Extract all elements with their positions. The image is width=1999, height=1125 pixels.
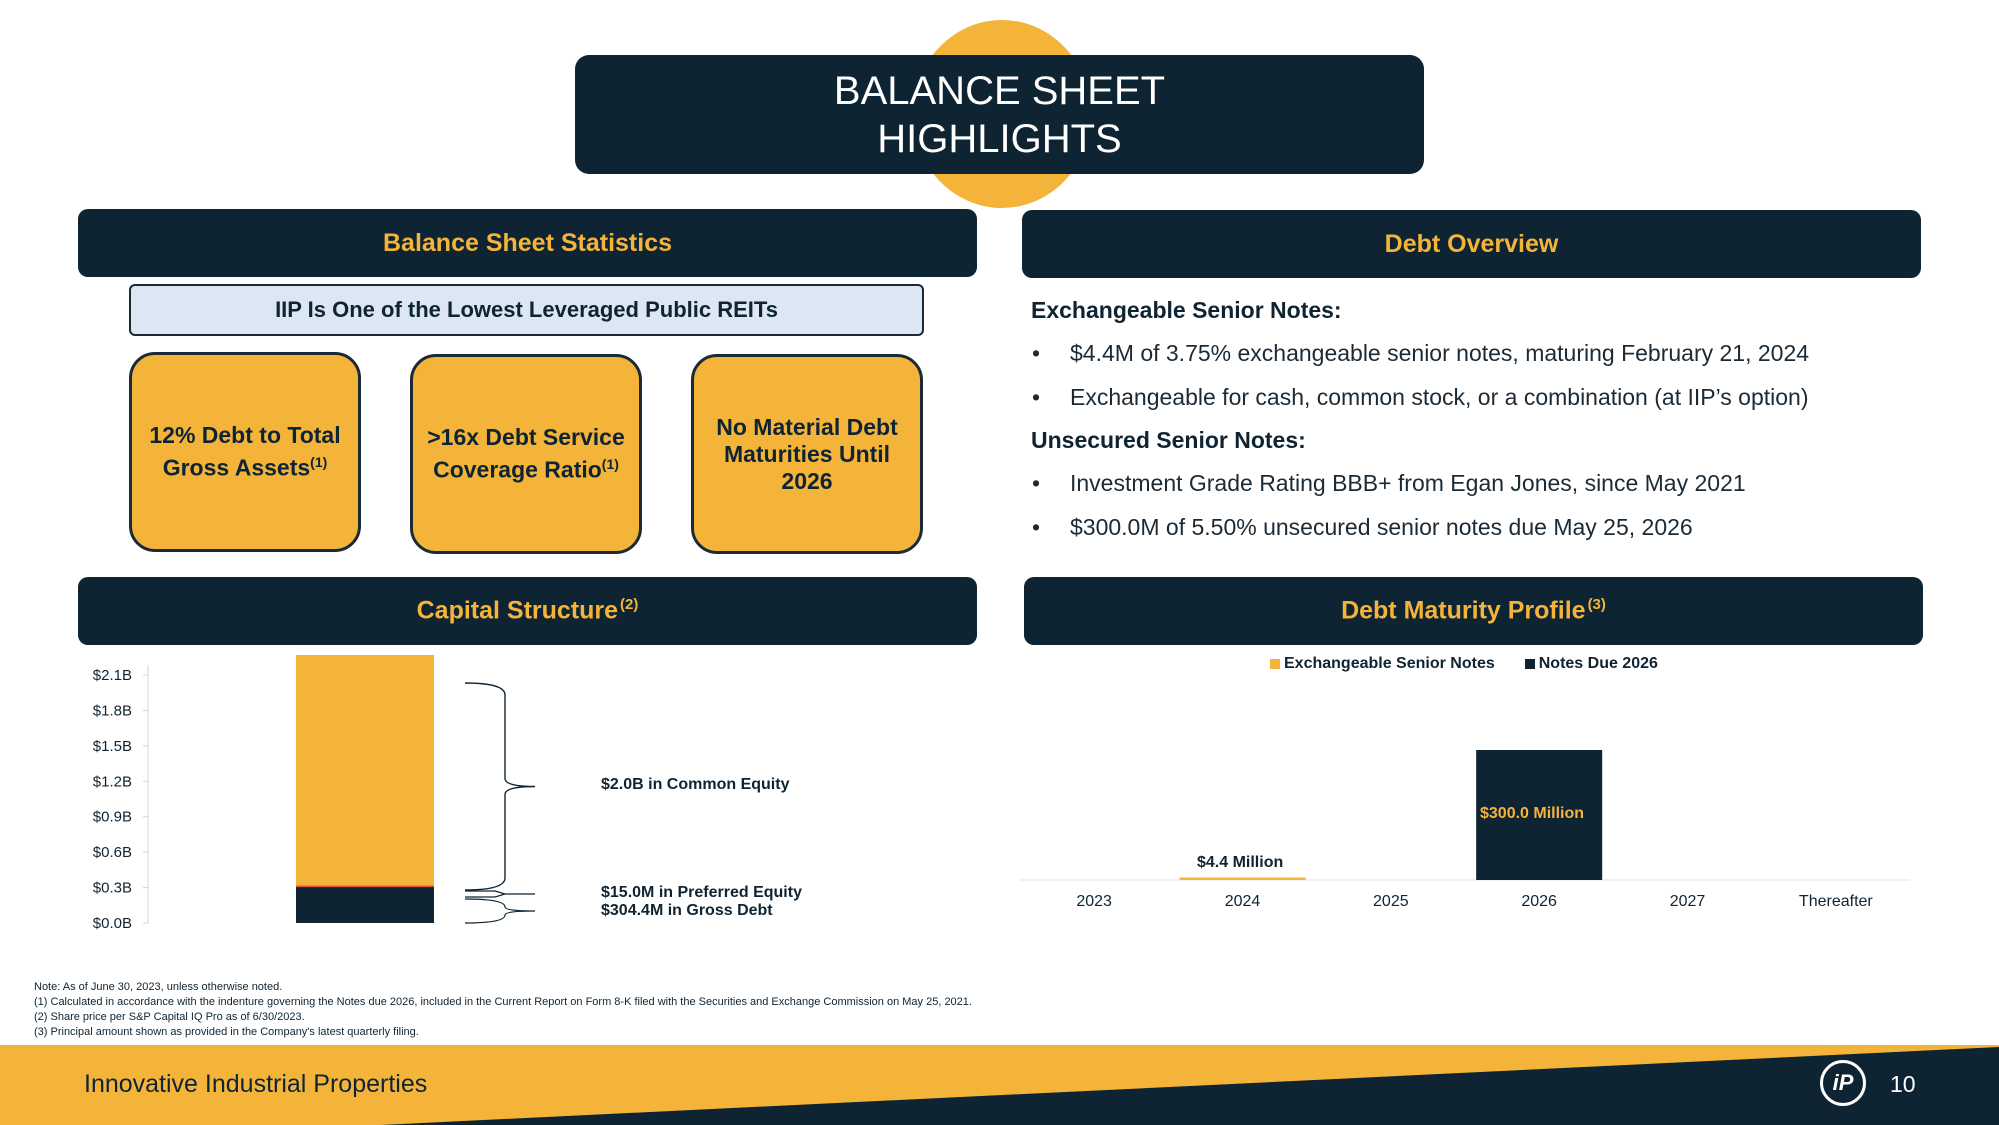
x-tick-label: 2024 [1224, 893, 1261, 910]
debt-overview-header [1022, 210, 1921, 278]
bar-2024-value-label: $4.4 Million [1197, 854, 1284, 871]
x-tick-label: 2027 [1669, 893, 1706, 910]
bar-segment-common-equity [296, 655, 434, 885]
footer-company-name: Innovative Industrial Properties [84, 1070, 428, 1098]
footnote-line: (2) Share price per S&P Capital IQ Pro as of 6/30/2023. [34, 1011, 305, 1023]
debt-maturity-header-label: Debt Maturity Profile [1341, 596, 1586, 625]
y-tick-label: $0.9B [92, 808, 132, 826]
debt-maturity-header-text [1341, 596, 1606, 625]
page-title [575, 55, 1424, 174]
bullet-text: Exchangeable for cash, common stock, or a combination (at IIP’s option) [1070, 384, 1809, 410]
bullet-dot: • [1032, 340, 1041, 366]
y-tick-label: $1.8B [92, 702, 132, 720]
footnote-line: (1) Calculated in accordance with the indenture governing the Notes due 2026, included in the Current Report on Form 8-K filed with the Securities and Exchange Commission on May 25, 2021. [34, 996, 972, 1008]
stat-coverage-ratio-label: >16x Debt Service Coverage Ratio [427, 424, 625, 483]
capital-structure-header [78, 577, 977, 645]
footnote-ref-1: (1) [310, 454, 328, 471]
legend-swatch-exchangeable [1270, 659, 1280, 669]
lowest-leverage-banner-label: IIP Is One of the Lowest Leveraged Public REITs [275, 297, 778, 322]
preferred-equity-label: $15.0M in Preferred Equity [601, 884, 802, 901]
debt-maturity-header [1024, 577, 1923, 645]
legend-item-exchangeable [1270, 655, 1495, 673]
bullet-text: Investment Grade Rating BBB+ from Egan Jones, since May 2021 [1070, 470, 1746, 496]
stat-debt-to-assets-label: 12% Debt to Total Gross Assets [149, 422, 341, 481]
y-tick-label: $2.1B [92, 667, 132, 684]
footnote-line: Note: As of June 30, 2023, unless otherwise noted. [34, 981, 283, 993]
bullet-dot: • [1032, 514, 1041, 540]
lowest-leverage-banner [129, 284, 924, 336]
preferred-equity-brace [465, 891, 535, 897]
footnote-ref-1b: (1) [601, 456, 619, 473]
bar-segment-gross-debt [296, 887, 434, 923]
debt-overview-header-label: Debt Overview [1384, 229, 1559, 258]
y-tick-label: $0.6B [92, 844, 132, 862]
legend-swatch-notes-2026 [1525, 659, 1535, 669]
bullet-dot: • [1032, 384, 1041, 410]
company-logo [1820, 1060, 1866, 1106]
stat-coverage-ratio [410, 354, 642, 554]
exchangeable-notes-heading: Exchangeable Senior Notes: [1031, 297, 1342, 323]
bullet-text: $4.4M of 3.75% exchangeable senior notes, maturing February 21, 2024 [1070, 340, 1810, 366]
y-tick-label: $1.2B [92, 773, 132, 791]
common-equity-label: $2.0B in Common Equity [601, 776, 790, 793]
footnote-ref-3: (3) [1587, 596, 1606, 614]
bar-2026-value-label: $300.0 Million [1480, 805, 1585, 822]
stat-debt-to-assets-text [146, 422, 344, 482]
balance-sheet-header-label: Balance Sheet Statistics [382, 228, 672, 257]
bullet-text: $300.0M of 5.50% unsecured senior notes due May 25, 2026 [1070, 514, 1693, 540]
y-tick-label: $1.5B [92, 737, 132, 755]
capital-structure-chart [60, 655, 960, 935]
x-tick-label: 2025 [1373, 893, 1409, 910]
legend-label: Notes Due 2026 [1538, 655, 1658, 672]
x-tick-label: 2023 [1076, 893, 1112, 910]
logo-text: iP [1832, 1070, 1854, 1095]
x-tick-label: Thereafter [1798, 893, 1873, 910]
stat-no-maturities-label: No Material Debt Maturities Until 2026 [716, 413, 898, 494]
page-title-line2: HIGHLIGHTS [877, 116, 1122, 161]
balance-sheet-header [78, 209, 977, 277]
footnote-line: (3) Principal amount shown as provided in the Company's latest quarterly filing. [34, 1026, 419, 1038]
y-tick-label: $0.3B [92, 879, 132, 897]
x-tick-label: 2026 [1521, 893, 1557, 910]
bullet-dot: • [1032, 470, 1041, 496]
page-number: 10 [1890, 1071, 1916, 1097]
y-tick-label: $0.0B [92, 915, 132, 932]
stat-coverage-ratio-text [427, 424, 625, 484]
gross-debt-brace [465, 899, 535, 923]
bar-2024 [1180, 878, 1306, 881]
legend-label: Exchangeable Senior Notes [1284, 655, 1495, 672]
common-equity-brace [465, 683, 535, 890]
stat-debt-to-assets [129, 352, 361, 552]
bar-segment-preferred-equity [296, 885, 434, 887]
stat-no-maturities [691, 354, 923, 554]
page-title-line1: BALANCE SHEET [833, 68, 1166, 113]
chart-legend [1270, 655, 1658, 673]
unsecured-notes-heading: Unsecured Senior Notes: [1031, 427, 1306, 453]
capital-structure-header-text [417, 596, 639, 625]
gross-debt-label: $304.4M in Gross Debt [601, 902, 773, 919]
legend-item-notes-2026 [1525, 655, 1658, 673]
debt-maturity-chart [1020, 690, 1920, 920]
footnote-ref-2: (2) [620, 596, 639, 614]
capital-structure-header-label: Capital Structure [416, 596, 619, 625]
